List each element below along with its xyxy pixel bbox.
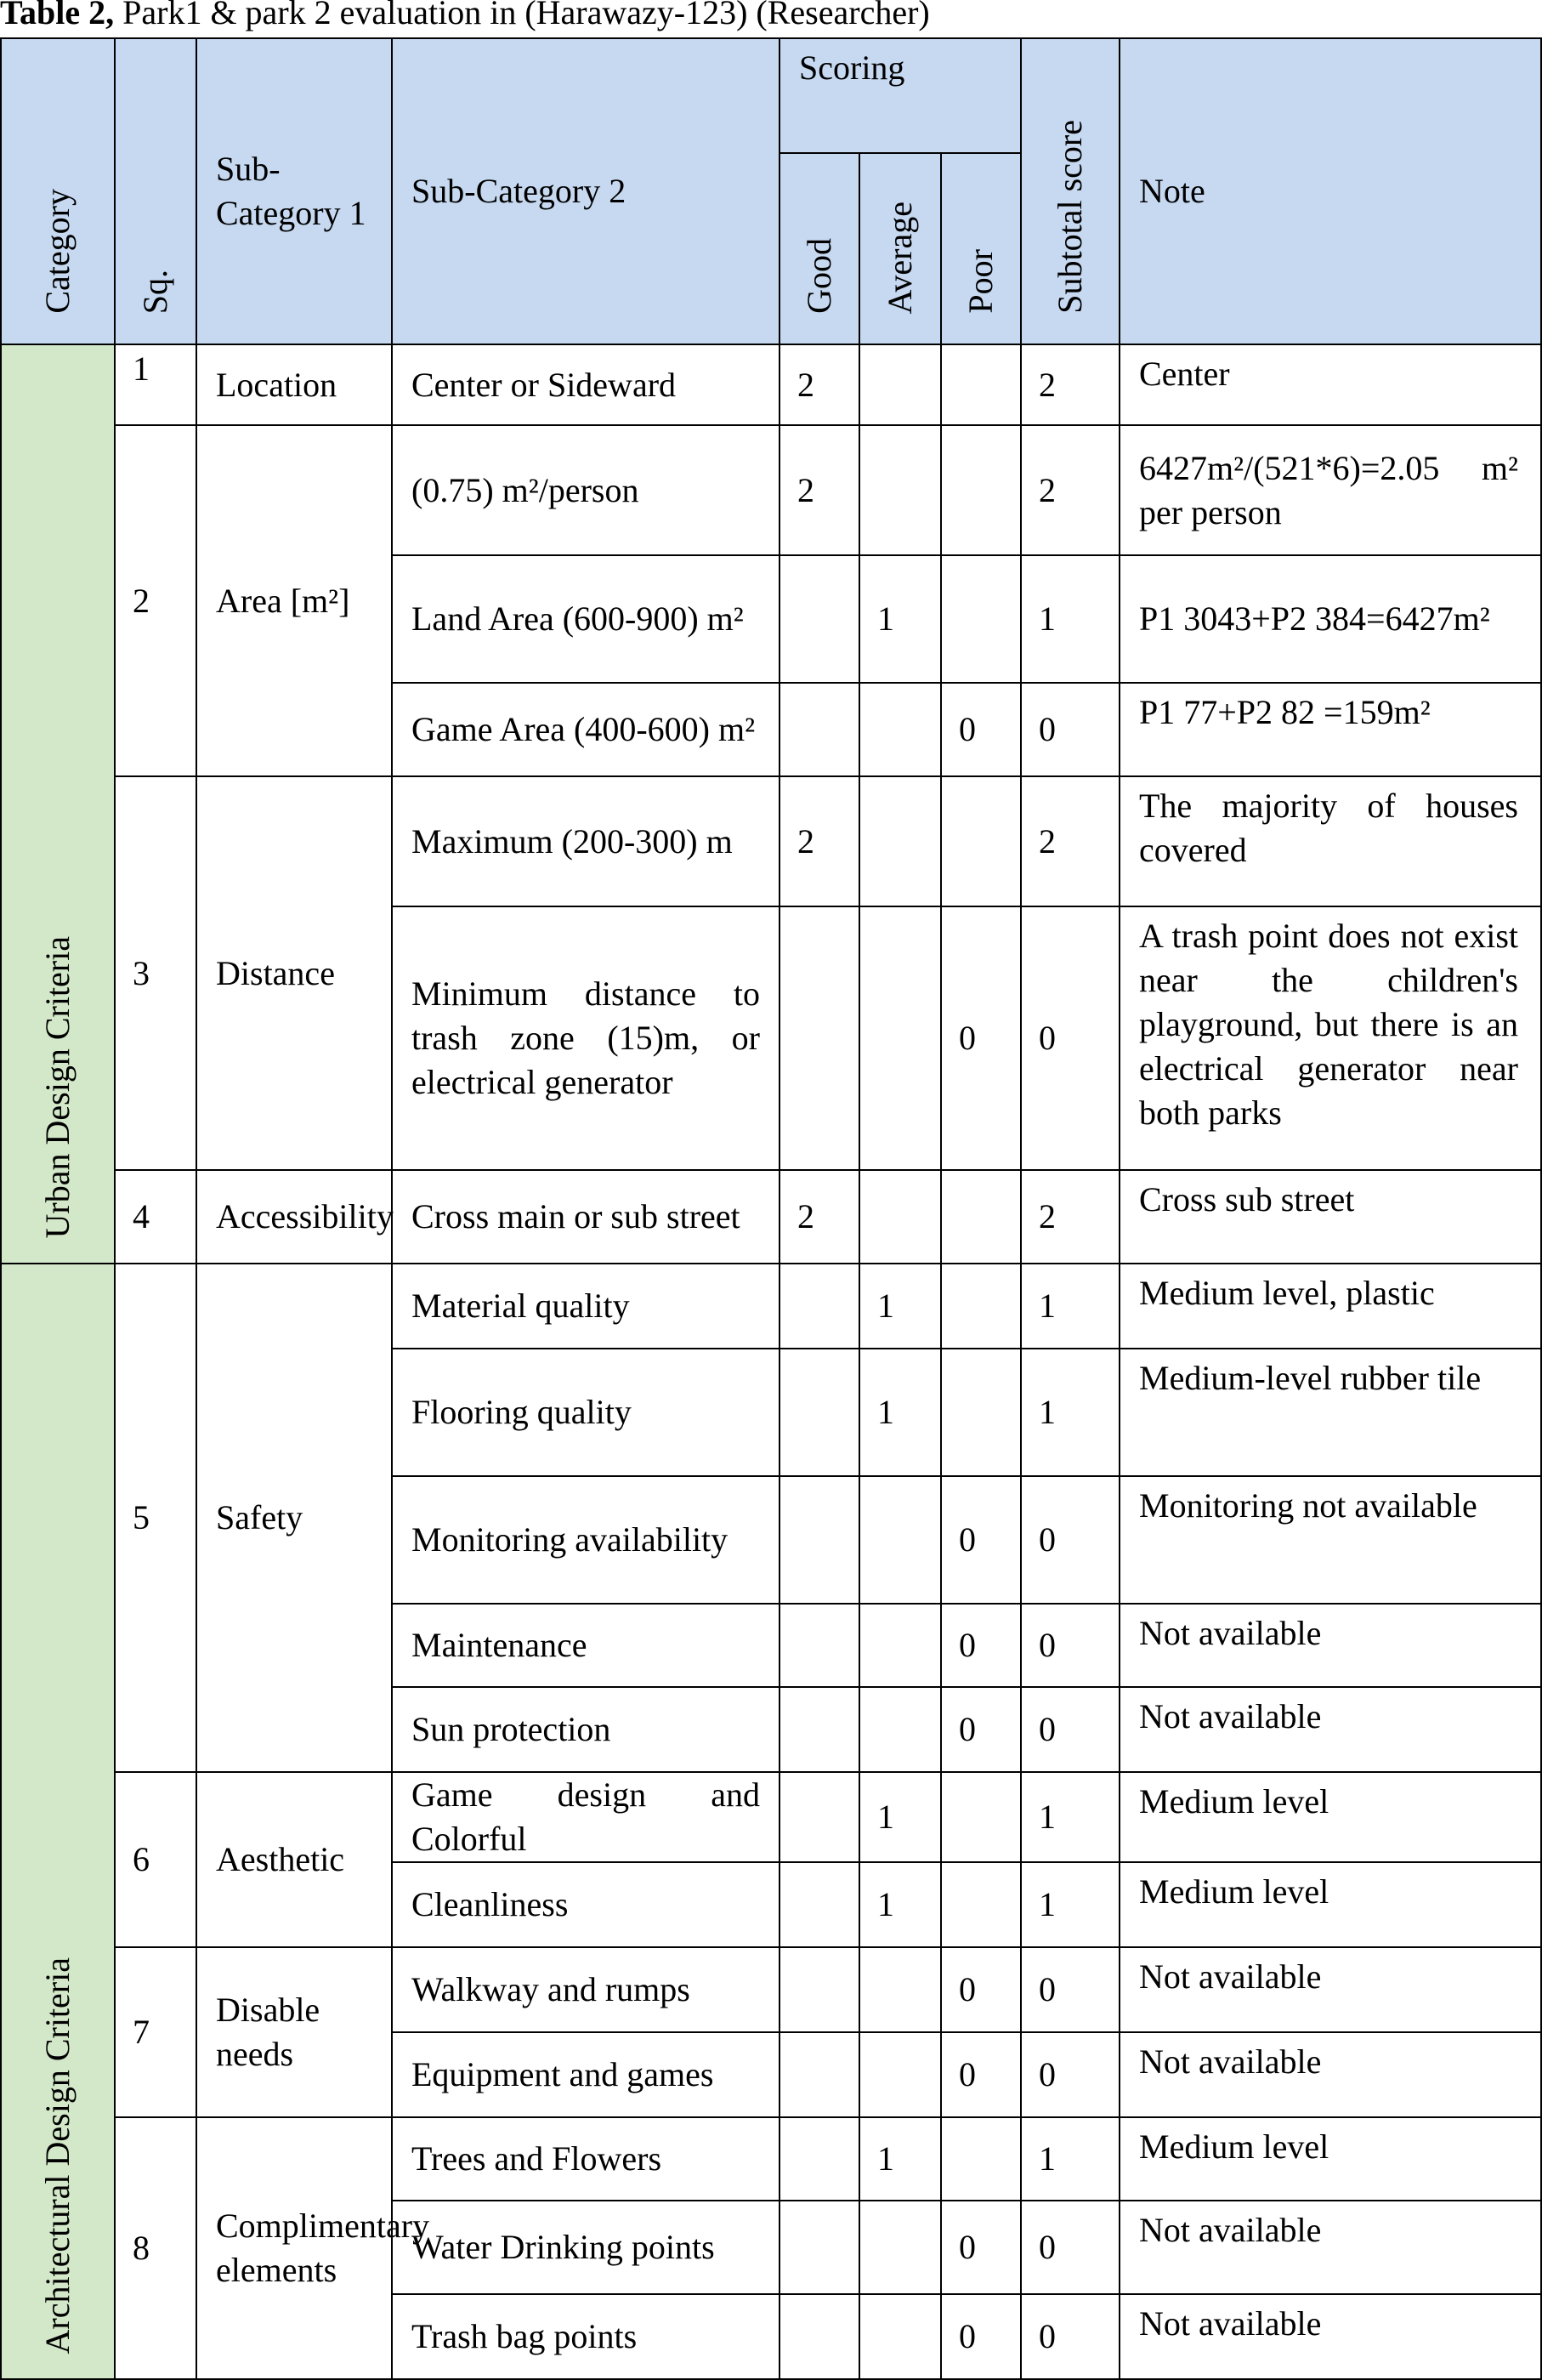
sub-category-2-cell: Walkway and rumps: [392, 1947, 780, 2032]
subtotal-score-cell: 0: [1021, 2294, 1120, 2379]
average-score-cell: [859, 1947, 941, 2032]
poor-score-cell: [941, 1349, 1021, 1476]
good-score-cell: [780, 1772, 859, 1862]
subtotal-score-cell: 1: [1021, 1862, 1120, 1947]
average-score-cell: 1: [859, 1862, 941, 1947]
sub-category-2-cell: Water Drinking points: [392, 2201, 780, 2294]
poor-score-cell: 0: [941, 2294, 1021, 2379]
note-cell: Medium-level rubber tile: [1120, 1349, 1541, 1476]
poor-score-cell: [941, 1264, 1021, 1349]
table-row: [1, 2117, 1541, 2201]
average-score-cell: [859, 1604, 941, 1687]
table-row: [1, 1170, 1541, 1264]
good-score-cell: 2: [780, 776, 859, 906]
poor-score-cell: [941, 555, 1021, 683]
subtotal-score-cell: 2: [1021, 344, 1120, 425]
good-score-cell: [780, 2117, 859, 2201]
note-cell: A trash point does not exist near the children's playground, but there is an electrical generator near both parks: [1120, 906, 1541, 1170]
average-score-cell: [859, 1170, 941, 1264]
subtotal-score-cell: 2: [1021, 425, 1120, 555]
header-average: Average: [859, 153, 941, 344]
sub-category-2-cell: Center or Sideward: [392, 344, 780, 425]
sub-category-2-cell: Cleanliness: [392, 1862, 780, 1947]
sq-cell: 1: [115, 344, 196, 425]
poor-score-cell: 0: [941, 1604, 1021, 1687]
sub-category-2-cell: Minimum distance to trash zone (15)m, or electrical generator: [392, 906, 780, 1170]
header-sub-category-1: Sub-Category 1: [196, 38, 392, 344]
good-score-cell: [780, 683, 859, 776]
header-note: Note: [1120, 38, 1541, 344]
sq-cell: 8: [115, 2117, 196, 2379]
note-cell: 6427m²/(521*6)=2.05 m² per person: [1120, 425, 1541, 555]
average-score-cell: [859, 2032, 941, 2117]
good-score-cell: [780, 1687, 859, 1772]
poor-score-cell: 0: [941, 2032, 1021, 2117]
sub-category-2-cell: Cross main or sub street: [392, 1170, 780, 1264]
note-cell: Not available: [1120, 2294, 1541, 2379]
subtotal-score-cell: 1: [1021, 555, 1120, 683]
good-score-cell: [780, 1604, 859, 1687]
table-header: [1, 38, 1541, 344]
table-caption: [0, 0, 930, 37]
sub-category-2-cell: Equipment and games: [392, 2032, 780, 2117]
good-score-cell: [780, 1947, 859, 2032]
header-scoring: Scoring: [780, 38, 1021, 153]
table-row: [1, 1947, 1541, 2032]
evaluation-table: [0, 37, 1542, 2380]
subtotal-score-cell: 1: [1021, 1264, 1120, 1349]
good-score-cell: [780, 555, 859, 683]
sub-category-2-cell: Game Area (400-600) m²: [392, 683, 780, 776]
category-cell: Urban Design Criteria: [1, 344, 115, 1264]
note-cell: Not available: [1120, 1687, 1541, 1772]
average-score-cell: [859, 1687, 941, 1772]
good-score-cell: 2: [780, 1170, 859, 1264]
good-score-cell: [780, 1862, 859, 1947]
sub-category-2-cell: Trash bag points: [392, 2294, 780, 2379]
sub-category-1-cell: Aesthetic: [196, 1772, 392, 1947]
subtotal-score-cell: 0: [1021, 1687, 1120, 1772]
average-score-cell: [859, 776, 941, 906]
note-cell: Cross sub street: [1120, 1170, 1541, 1264]
sub-category-2-cell: (0.75) m²/person: [392, 425, 780, 555]
poor-score-cell: 0: [941, 906, 1021, 1170]
sub-category-1-cell: Disable needs: [196, 1947, 392, 2117]
table-row: [1, 776, 1541, 906]
subtotal-score-cell: 0: [1021, 1604, 1120, 1687]
sub-category-1-cell: Complimentary elements: [196, 2117, 392, 2379]
category-cell: Architectural Design Criteria: [1, 1264, 115, 2379]
poor-score-cell: [941, 1772, 1021, 1862]
sub-category-2-cell: Maximum (200-300) m: [392, 776, 780, 906]
table-row: [1, 1772, 1541, 1862]
average-score-cell: [859, 906, 941, 1170]
sub-category-2-cell: Flooring quality: [392, 1349, 780, 1476]
sub-category-1-cell: Area [m²]: [196, 425, 392, 776]
poor-score-cell: 0: [941, 1947, 1021, 2032]
good-score-cell: 2: [780, 344, 859, 425]
header-poor: Poor: [941, 153, 1021, 344]
note-cell: P1 77+P2 82 =159m²: [1120, 683, 1541, 776]
subtotal-score-cell: 1: [1021, 1349, 1120, 1476]
note-cell: Medium level: [1120, 1862, 1541, 1947]
good-score-cell: [780, 1264, 859, 1349]
average-score-cell: 1: [859, 1772, 941, 1862]
poor-score-cell: 0: [941, 1687, 1021, 1772]
subtotal-score-cell: 2: [1021, 776, 1120, 906]
average-score-cell: [859, 2294, 941, 2379]
poor-score-cell: [941, 425, 1021, 555]
sub-category-1-cell: Accessibility: [196, 1170, 392, 1264]
average-score-cell: 1: [859, 1349, 941, 1476]
average-score-cell: [859, 683, 941, 776]
caption-label: Table 2,: [0, 0, 115, 31]
subtotal-score-cell: 2: [1021, 1170, 1120, 1264]
subtotal-score-cell: 0: [1021, 1947, 1120, 2032]
sub-category-2-cell: Sun protection: [392, 1687, 780, 1772]
good-score-cell: 2: [780, 425, 859, 555]
subtotal-score-cell: 0: [1021, 2201, 1120, 2294]
subtotal-score-cell: 0: [1021, 683, 1120, 776]
average-score-cell: 1: [859, 1264, 941, 1349]
header-subtotal: Subtotal score: [1021, 38, 1120, 344]
poor-score-cell: 0: [941, 2201, 1021, 2294]
sq-cell: 3: [115, 776, 196, 1170]
good-score-cell: [780, 1476, 859, 1604]
note-cell: P1 3043+P2 384=6427m²: [1120, 555, 1541, 683]
header-sq: Sq.: [115, 38, 196, 344]
sq-cell: 7: [115, 1947, 196, 2117]
sub-category-2-cell: Material quality: [392, 1264, 780, 1349]
good-score-cell: [780, 2032, 859, 2117]
sub-category-1-cell: Distance: [196, 776, 392, 1170]
sq-cell: 2: [115, 425, 196, 776]
poor-score-cell: [941, 1170, 1021, 1264]
note-cell: The majority of houses covered: [1120, 776, 1541, 906]
table-body: [1, 344, 1541, 2379]
note-cell: Not available: [1120, 1947, 1541, 2032]
subtotal-score-cell: 0: [1021, 906, 1120, 1170]
sq-cell: 5: [115, 1264, 196, 1772]
note-cell: Medium level: [1120, 1772, 1541, 1862]
good-score-cell: [780, 906, 859, 1170]
sub-category-2-cell: Trees and Flowers: [392, 2117, 780, 2201]
poor-score-cell: [941, 1862, 1021, 1947]
poor-score-cell: 0: [941, 1476, 1021, 1604]
poor-score-cell: [941, 776, 1021, 906]
sq-cell: 6: [115, 1772, 196, 1947]
good-score-cell: [780, 1349, 859, 1476]
sq-cell: 4: [115, 1170, 196, 1264]
header-category: Category: [1, 38, 115, 344]
subtotal-score-cell: 1: [1021, 1772, 1120, 1862]
average-score-cell: [859, 1476, 941, 1604]
subtotal-score-cell: 0: [1021, 1476, 1120, 1604]
table-row: [1, 425, 1541, 555]
average-score-cell: 1: [859, 555, 941, 683]
table-row: [1, 1264, 1541, 1349]
note-cell: Not available: [1120, 1604, 1541, 1687]
sub-category-2-cell: Game design and Colorful: [392, 1772, 780, 1862]
note-cell: Not available: [1120, 2032, 1541, 2117]
note-cell: Medium level, plastic: [1120, 1264, 1541, 1349]
good-score-cell: [780, 2201, 859, 2294]
header-sub-category-2: Sub-Category 2: [392, 38, 780, 344]
caption-text: Park1 & park 2 evaluation in (Harawazy-123) (Researcher): [114, 0, 930, 31]
note-cell: Medium level: [1120, 2117, 1541, 2201]
average-score-cell: 1: [859, 2117, 941, 2201]
sub-category-2-cell: Monitoring availability: [392, 1476, 780, 1604]
note-cell: Monitoring not available: [1120, 1476, 1541, 1604]
sub-category-2-cell: Land Area (600-900) m²: [392, 555, 780, 683]
average-score-cell: [859, 2201, 941, 2294]
note-cell: Not available: [1120, 2201, 1541, 2294]
table-row: [1, 344, 1541, 425]
sub-category-2-cell: Maintenance: [392, 1604, 780, 1687]
good-score-cell: [780, 2294, 859, 2379]
poor-score-cell: [941, 344, 1021, 425]
poor-score-cell: 0: [941, 683, 1021, 776]
average-score-cell: [859, 344, 941, 425]
poor-score-cell: [941, 2117, 1021, 2201]
sub-category-1-cell: Safety: [196, 1264, 392, 1772]
note-cell: Center: [1120, 344, 1541, 425]
subtotal-score-cell: 1: [1021, 2117, 1120, 2201]
subtotal-score-cell: 0: [1021, 2032, 1120, 2117]
sub-category-1-cell: Location: [196, 344, 392, 425]
average-score-cell: [859, 425, 941, 555]
header-good: Good: [780, 153, 859, 344]
